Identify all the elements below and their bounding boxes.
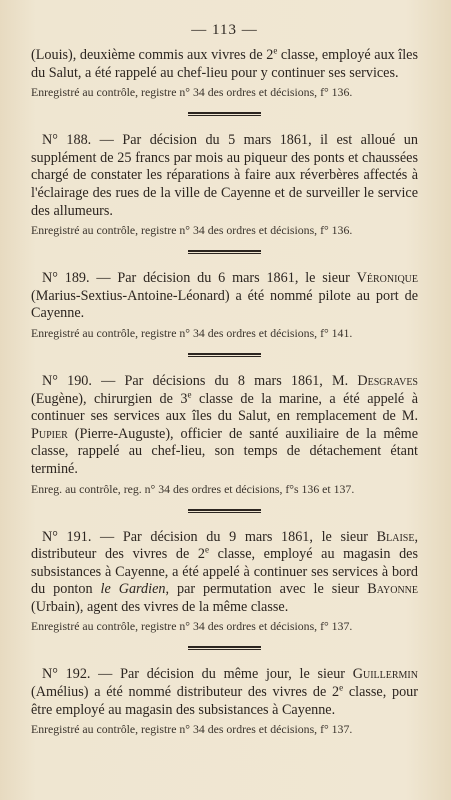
decision-entry-191	[31, 529, 418, 635]
text-run: , par permutation avec le sieur	[165, 581, 368, 598]
text-run: (Marius-Sextius-Antoine-Léonard) a été nommé pilote au port de Cayenne.	[31, 287, 418, 322]
decision-text	[31, 666, 418, 719]
text-run: classe, employé au magasin des subsistances à Cayenne, a été appelé à continuer ses services à bord du ponton	[31, 546, 419, 598]
text-run: N° 191. — Par décision du 9 mars 1861, le sieur	[42, 528, 377, 545]
decision-text	[31, 132, 418, 220]
person-name: Desgraves	[357, 372, 418, 389]
decision-entry-190	[31, 373, 418, 497]
decision-entry-188	[31, 132, 418, 238]
text-run: (Eugène), chirurgien de 3	[31, 390, 188, 407]
separator-rule	[188, 250, 261, 254]
separator-rule	[188, 646, 261, 650]
ordinal-suffix: e	[187, 388, 192, 399]
registration-note: Enreg. au contrôle, reg. n° 34 des ordres et décisions, f°s 136 et 137.	[31, 481, 355, 496]
text-run: classe, employé aux îles du Salut, a été rappelé au chef-lieu pour y continuer ses services.	[31, 47, 419, 81]
person-name: Véronique	[356, 270, 418, 287]
registration-note: Enregistré au contrôle, registre n° 34 des ordres et décisions, f° 136.	[31, 223, 353, 238]
text-run: N° 189. — Par décision du 6 mars 1861, le sieur	[42, 270, 357, 287]
text-run: (Amélius) a été nommé distributeur des vivres de 2	[31, 684, 340, 701]
text-run: , distributeur des vivres de 2	[31, 528, 418, 563]
text-run: N° 192. — Par décision du même jour, le sieur	[42, 666, 353, 683]
decision-text	[31, 270, 418, 323]
ordinal-suffix: e	[273, 45, 278, 56]
text-run: N° 188. — Par décision du 5 mars 1861, il est alloué un supplément de 25 francs par mois au piqueur des ponts et chaussées chargé de constater les réparations à faire aux réverbères affectés à l'éclairage des rues de la ville de Cayenne et de surveiller le service des allumeurs.	[31, 132, 418, 219]
separator-rule	[188, 353, 261, 357]
decision-text	[31, 373, 418, 479]
registration-note: Enregistré au contrôle, registre n° 34 des ordres et décisions, f° 137.	[31, 619, 353, 634]
decision-entry-192	[31, 666, 418, 737]
text-run: classe, pour être employé au magasin des subsistances à Cayenne.	[31, 684, 418, 718]
registration-note: Enregistré au contrôle, registre n° 34 des ordres et décisions, f° 141.	[31, 325, 353, 340]
text-run: (Pierre-Auguste), officier de santé auxiliaire de la même classe, rappelé au chef-lieu, son temps de détachement étant terminé.	[31, 425, 418, 477]
person-name: Guillermin	[352, 666, 418, 683]
ordinal-suffix: e	[205, 544, 209, 555]
person-name: Pupier	[31, 425, 68, 442]
decision-text	[31, 529, 418, 617]
registration-note: Enregistré au contrôle, registre n° 34 des ordres et décisions, f° 137.	[31, 722, 353, 737]
decision-text	[31, 47, 418, 82]
separator-rule	[188, 509, 261, 513]
vessel-name: le Gardien	[100, 581, 166, 598]
person-name: Bayonne	[367, 581, 418, 598]
text-run: N° 190. — Par décisions du 8 mars 1861, M.	[42, 372, 358, 389]
text-run: (Louis), deuxième commis aux vivres de 2	[31, 47, 274, 63]
text-run: (Urbain), agent des vivres de la même classe.	[31, 598, 289, 615]
decision-entry-189	[31, 270, 418, 341]
separator-rule	[188, 112, 261, 116]
ordinal-suffix: e	[339, 682, 344, 693]
decision-entry-continued	[31, 47, 418, 100]
person-name: Blaise	[376, 528, 415, 545]
text-run: classe de la marine, a été appelé à continuer ses services aux îles du Salut, en remplacement de M.	[31, 390, 418, 425]
registration-note: Enregistré au contrôle, registre n° 34 des ordres et décisions, f° 136.	[31, 85, 353, 100]
page-number: — 113 —	[191, 22, 258, 38]
